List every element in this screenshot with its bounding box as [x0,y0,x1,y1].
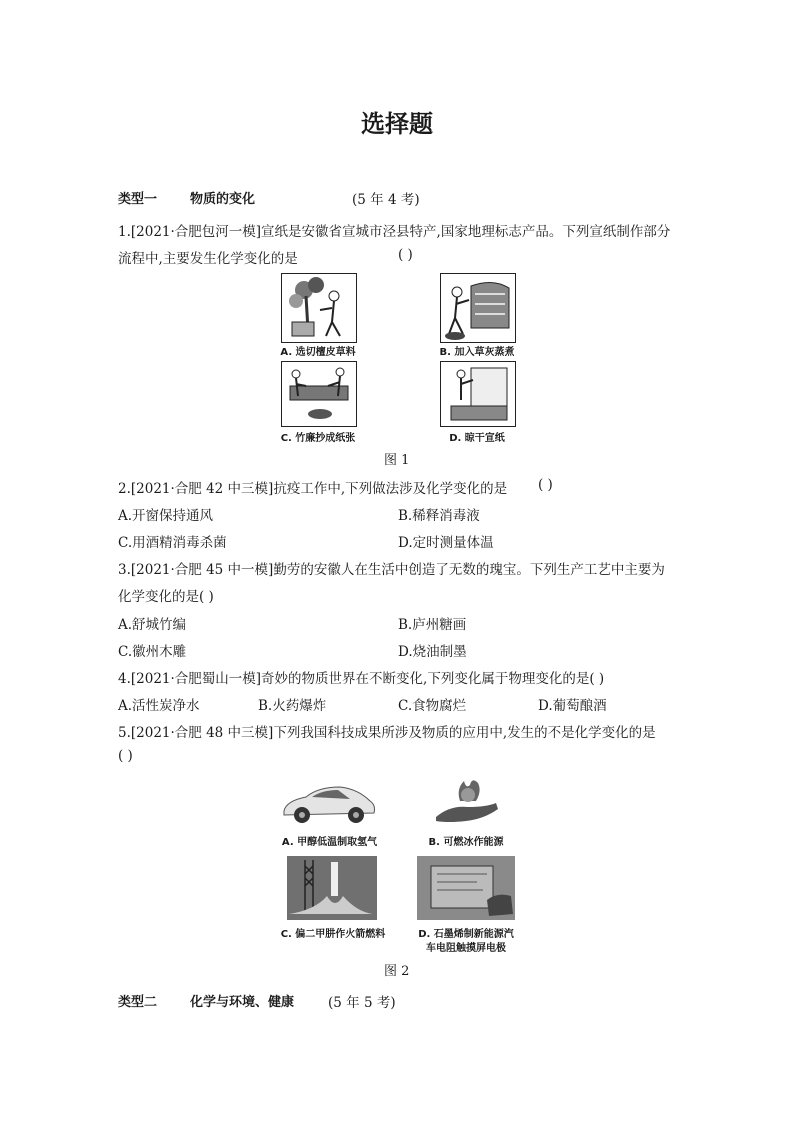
q2-option-c: C.用酒精消毒杀菌 [118,535,227,551]
q2-answer-paren: ( ) [538,477,553,493]
q4-option-c: C.食物腐烂 [398,698,467,714]
q4-stem: 4.[2021·合肥蜀山一模]奇妙的物质世界在不断变化,下列变化属于物理变化的是( ) [118,671,605,687]
figure2-image-flame-hand [430,773,506,829]
q3-option-b: B.庐州糖画 [398,617,467,633]
q2-option-d: D.定时测量体温 [398,535,494,551]
section-2-label: 类型二 [118,995,158,1010]
page-title: 选择题 [361,110,433,138]
figure1-label: 图 1 [384,453,410,468]
figure1-image-c [281,361,357,427]
figure1-image-d [440,361,516,427]
section-2-name: 化学与环境、健康 [190,995,295,1010]
q1-stem-line2: 流程中,主要发生化学变化的是 [118,251,298,267]
figure1-caption-b: B. 加入草灰蒸煮 [439,347,515,358]
q3-option-d: D.烧油制墨 [398,644,467,660]
q2-option-b: B.稀释消毒液 [398,508,480,524]
q3-option-c: C.徽州木雕 [118,644,187,660]
figure2-label: 图 2 [384,964,410,979]
section-2-note: (5 年 5 考) [328,995,396,1011]
figure1-image-b [440,273,516,343]
figure1-caption-a: A. 选切檀皮草料 [280,347,356,358]
figure2-caption-b: B. 可燃冰作能源 [428,837,504,848]
figure2-image-touchscreen [417,856,515,920]
q4-option-d: D.葡萄酿酒 [538,698,607,714]
q5-stem-line1: 5.[2021·合肥 48 中三模]下列我国科技成果所涉及物质的应用中,发生的不是化学变化的是 [118,725,656,741]
figure1-caption-c: C. 竹廉抄成纸张 [280,433,356,444]
q4-option-a: A.活性炭净水 [118,698,200,714]
q4-option-b: B.火药爆炸 [258,698,327,714]
figure2-caption-c: C. 偏二甲肼作火箭燃料 [280,929,386,940]
figure1-caption-d: D. 晾干宣纸 [449,433,505,444]
section-1-name: 物质的变化 [190,192,256,207]
q3-option-a: A.舒城竹编 [118,617,187,633]
figure2-image-car [278,779,380,827]
q5-stem-line2: ( ) [118,748,133,764]
figure1-image-a [281,273,357,343]
figure2-caption-d-line2: 车电阻触摸屏电极 [426,943,506,954]
q1-answer-paren: ( ) [398,247,413,263]
q3-stem-line2: 化学变化的是( ) [118,589,214,605]
q1-stem-line1: 1.[2021·合肥包河一模]宣纸是安徽省宣城市泾县特产,国家地理标志产品。下列宣纸制作部分 [118,224,671,240]
q2-option-a: A.开窗保持通风 [118,508,214,524]
section-1-note: (5 年 4 考) [352,192,420,208]
figure2-caption-d-line1: D. 石墨烯制新能源汽 [418,929,514,940]
q2-stem: 2.[2021·合肥 42 中三模]抗疫工作中,下列做法涉及化学变化的是 [118,481,508,497]
figure2-image-rocket [287,856,377,920]
figure2-caption-a: A. 甲醇低温制取氢气 [281,837,378,848]
q3-stem-line1: 3.[2021·合肥 45 中一模]勤劳的安徽人在生活中创造了无数的瑰宝。下列生产工艺中主要为 [118,562,665,578]
section-1-label: 类型一 [118,192,158,207]
